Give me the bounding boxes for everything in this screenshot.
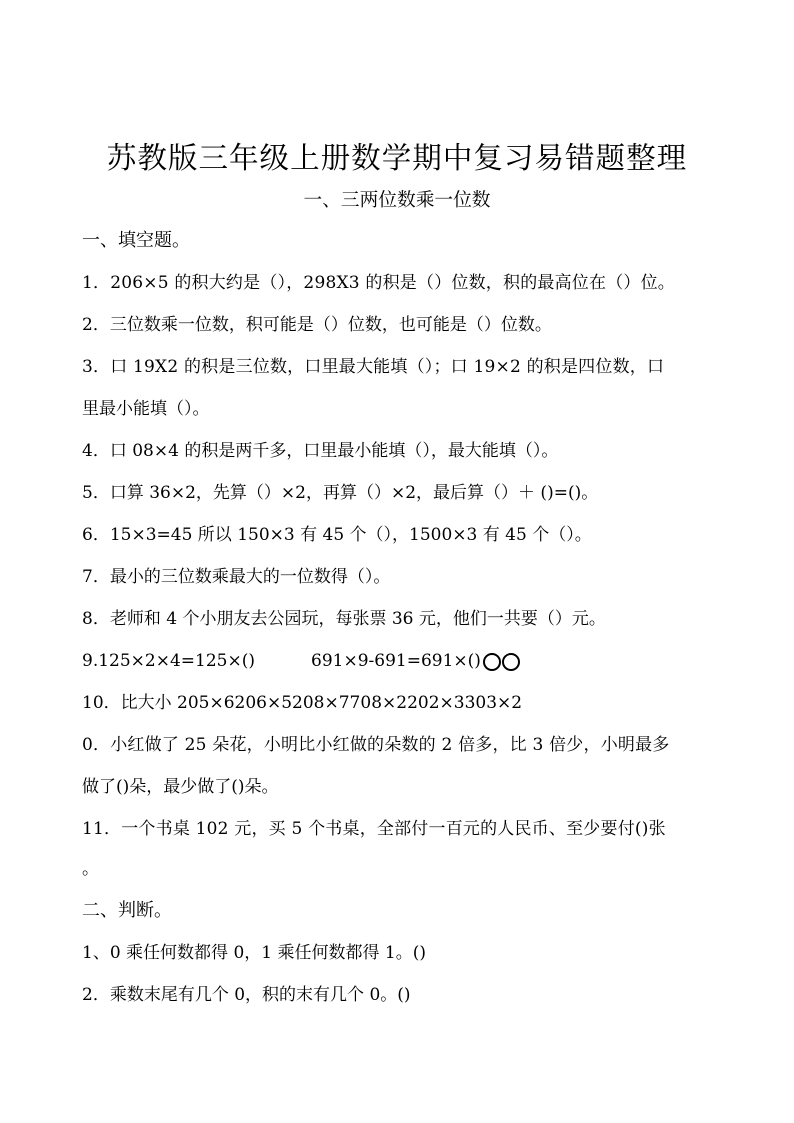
fill-in-question-6: 6．15×3=45 所以 150×3 有 45 个（），1500×3 有 45 个（）。	[82, 525, 592, 545]
fill-in-question-4: 4．口 08×4 的积是两千多，口里最小能填（），最大能填（）。	[82, 441, 559, 461]
fill-in-question-10: 10．比大小 205×6206×5208×7708×2202×3303×2	[82, 693, 523, 713]
fill-in-question-2: 2．三位数乘一位数，积可能是（）位数，也可能是（）位数。	[82, 315, 552, 335]
fill-in-question-11-line-1: 11．一个书桌 102 元，买 5 个书桌，全部付一百元的人民币、至少要付()张	[82, 819, 666, 839]
section-heading-judge: 二、判断。	[82, 900, 172, 921]
fill-in-question-5: 5．口算 36×2，先算（）×2，再算（）×2，最后算（）＋ ()=()。	[82, 483, 599, 503]
fill-in-question-1: 1．206×5 的积大约是（），298X3 的积是（）位数，积的最高位在（）位。	[82, 273, 675, 293]
fill-in-question-7: 7．最小的三位数乘最大的一位数得（）。	[82, 567, 391, 587]
judge-question-2: 2．乘数末尾有几个 0，积的末有几个 0。()	[82, 985, 411, 1005]
document-subtitle: 一、三两位数乘一位数	[303, 190, 491, 211]
comparison-circle-icon	[483, 653, 501, 671]
fill-in-question-9	[82, 649, 520, 674]
fill-in-question-0-line-2: 做了()朵，最少做了()朵。	[82, 777, 279, 797]
fill-in-question-0-line-1: 0．小红做了 25 朵花，小明比小红做的朵数的 2 倍多，比 3 倍少，小明最多	[82, 735, 670, 755]
fill-in-question-9-part-2: 691×9-691=691×()	[311, 651, 481, 671]
fill-in-question-3-line-2: 里最小能填（）。	[82, 399, 210, 419]
fill-in-question-11-line-2: 。	[82, 859, 99, 879]
fill-in-question-8: 8．老师和 4 个小朋友去公园玩，每张票 36 元，他们一共要（）元。	[82, 609, 606, 629]
fill-in-question-9-part-1: 9.125×2×4=125×()	[82, 651, 255, 671]
comparison-circles	[482, 650, 520, 674]
judge-question-1: 1、0 乘任何数都得 0，1 乘任何数都得 1。()	[82, 943, 426, 963]
comparison-circle-icon	[502, 653, 520, 671]
fill-in-question-3-line-1: 3．口 19X2 的积是三位数，口里最大能填（）；口 19×2 的积是四位数，口	[82, 357, 665, 377]
section-heading-fill-in: 一、填空题。	[82, 230, 190, 251]
document-title: 苏教版三年级上册数学期中复习易错题整理	[106, 141, 688, 175]
